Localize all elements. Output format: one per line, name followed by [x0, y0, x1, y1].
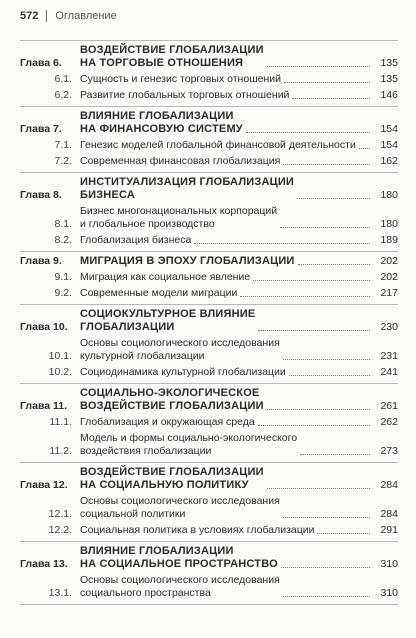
dot-leader: [359, 148, 370, 149]
chapter-label: Глава 13.: [20, 558, 68, 570]
page-ref: 231: [380, 350, 398, 362]
chapter-entry[interactable]: [20, 110, 398, 136]
chapter-label: Глава 12.: [20, 479, 68, 491]
chapter-title: ВЛИЯНИЕ ГЛОБАЛИЗАЦИИ НА ФИНАНСОВУЮ СИСТЕМУ: [80, 110, 243, 135]
section-entry[interactable]: [20, 155, 398, 168]
section-title: Сущность и генезис торговых отношений: [80, 73, 281, 85]
page-ref: 291: [380, 524, 398, 536]
chapter-entry[interactable]: [20, 545, 398, 571]
section-number: 6.2.: [54, 89, 72, 101]
section-title: Модель и формы социально-экологического воздействия глобализации: [80, 432, 298, 457]
chapter-title: ВЛИЯНИЕ ГЛОБАЛИЗАЦИИ НА СОЦИАЛЬНОЕ ПРОСТРАНСТВО: [80, 545, 278, 570]
chapter-entry[interactable]: [20, 466, 398, 492]
section-number: 10.1.: [48, 350, 72, 362]
chapter-block: [20, 463, 398, 542]
section-title: Бизнес многонациональных корпораций и глобальное производство: [80, 205, 278, 230]
chapter-block: [20, 107, 398, 173]
chapter-block: [20, 542, 398, 605]
page-ref: 262: [380, 416, 398, 428]
dot-leader: [267, 66, 370, 67]
page-ref: 135: [380, 73, 398, 85]
section-number: 11.2.: [49, 445, 72, 457]
page-ref: 284: [380, 479, 398, 491]
dot-leader: [300, 454, 370, 455]
chapter-title: СОЦИАЛЬНО-ЭКОЛОГИЧЕСКОЕ ВОЗДЕЙСТВИЕ ГЛОБАЛИЗАЦИИ: [80, 387, 264, 412]
chapter-title: МИГРАЦИЯ В ЭПОХУ ГЛОБАЛИЗАЦИИ: [80, 255, 295, 267]
section-title: Глобализация и окружающая среда: [80, 416, 255, 428]
dot-leader: [267, 488, 370, 489]
section-entry[interactable]: [20, 234, 398, 247]
section-entry[interactable]: [20, 432, 398, 458]
section-title: Современные модели миграции: [80, 287, 238, 299]
section-entry[interactable]: [20, 366, 398, 379]
chapter-entry[interactable]: [20, 255, 398, 268]
section-number: 6.1.: [54, 73, 72, 85]
section-entry[interactable]: [20, 524, 398, 537]
dot-leader: [280, 227, 370, 228]
chapter-entry[interactable]: [20, 44, 398, 70]
section-entry[interactable]: [20, 89, 398, 102]
section-entry[interactable]: [20, 271, 398, 284]
dot-leader: [298, 264, 370, 265]
section-number: 12.1.: [48, 508, 72, 520]
page-ref: 135: [380, 57, 398, 69]
section-title: Основы социологического исследования социального пространства: [80, 574, 280, 599]
dot-leader: [283, 359, 370, 360]
dot-leader: [258, 425, 370, 426]
section-number: 10.2.: [48, 366, 72, 378]
chapter-label: Глава 7.: [20, 123, 62, 135]
dot-leader: [258, 330, 370, 331]
section-number: 8.2.: [54, 234, 72, 246]
dot-leader: [283, 596, 370, 597]
page-ref: 202: [380, 271, 398, 283]
page-ref: 310: [380, 587, 398, 599]
page-ref: 154: [380, 123, 398, 135]
section-entry[interactable]: [20, 574, 398, 600]
dot-leader: [253, 280, 370, 281]
chapter-block: [20, 40, 398, 107]
running-header: [20, 10, 117, 22]
dot-leader: [240, 296, 370, 297]
dot-leader: [246, 132, 370, 133]
section-title: Социодинамика культурной глобализации: [80, 366, 286, 378]
section-entry[interactable]: [20, 205, 398, 231]
page-ref: 180: [380, 218, 398, 230]
section-number: 11.1.: [49, 416, 72, 428]
chapter-label: Глава 10.: [20, 321, 68, 333]
page-ref: 241: [380, 366, 398, 378]
page-ref: 202: [380, 255, 398, 267]
chapter-label: Глава 9.: [20, 255, 62, 267]
dot-leader: [297, 198, 370, 199]
chapter-block: [20, 384, 398, 463]
page-number: 572: [20, 10, 39, 22]
chapter-title: ВОЗДЕЙСТВИЕ ГЛОБАЛИЗАЦИИ НА СОЦИАЛЬНУЮ ПОЛИТИКУ: [80, 466, 264, 491]
chapter-label: Глава 11.: [20, 400, 68, 412]
section-title: Оглавление: [55, 10, 117, 22]
dot-leader: [283, 164, 370, 165]
section-title: Генезис моделей глобальной финансовой деятельности: [80, 139, 356, 151]
chapter-title: ИНСТИТУАЛИЗАЦИЯ ГЛОБАЛИЗАЦИИ БИЗНЕСА: [80, 176, 295, 201]
section-title: Современная финансовая глобализация: [80, 155, 281, 167]
chapter-title: СОЦИОКУЛЬТУРНОЕ ВЛИЯНИЕ ГЛОБАЛИЗАЦИИ: [80, 308, 256, 333]
section-entry[interactable]: [20, 287, 398, 300]
dot-leader: [292, 98, 370, 99]
page-ref: 189: [380, 234, 398, 246]
section-number: 9.2.: [54, 287, 72, 299]
section-title: Миграция как социальное явление: [80, 271, 251, 283]
page-ref: 217: [380, 287, 398, 299]
page-ref: 273: [380, 445, 398, 457]
dot-leader: [283, 517, 370, 518]
page-ref: 310: [380, 558, 398, 570]
dot-leader: [317, 533, 370, 534]
dot-leader: [284, 82, 370, 83]
section-number: 12.2.: [48, 524, 72, 536]
page-ref: 146: [380, 89, 398, 101]
dot-leader: [281, 567, 370, 568]
header-divider: [46, 10, 47, 22]
chapter-label: Глава 8.: [20, 189, 62, 201]
page-ref: 154: [380, 139, 398, 151]
section-title: Социальная политика в условиях глобализации: [80, 524, 315, 536]
section-number: 9.1.: [54, 271, 72, 283]
chapter-title: ВОЗДЕЙСТВИЕ ГЛОБАЛИЗАЦИИ НА ТОРГОВЫЕ ОТНОШЕНИЯ: [80, 44, 264, 69]
section-title: Развитие глобальных торговых отношений: [80, 89, 290, 101]
chapter-label: Глава 6.: [20, 57, 62, 69]
table-of-contents: [20, 40, 398, 605]
chapter-entry[interactable]: [20, 387, 398, 413]
dot-leader: [289, 375, 370, 376]
section-number: 8.1.: [54, 218, 72, 230]
section-number: 13.1.: [48, 587, 72, 599]
page-ref: 162: [380, 155, 398, 167]
chapter-block: [20, 173, 398, 252]
section-entry[interactable]: [20, 495, 398, 521]
chapter-entry[interactable]: [20, 176, 398, 202]
section-title: Основы социологического исследования социальной политики: [80, 495, 280, 520]
section-title: Основы социологического исследования культурной глобализации: [80, 337, 280, 362]
section-entry[interactable]: [20, 337, 398, 363]
page-ref: 180: [380, 189, 398, 201]
section-entry[interactable]: [20, 139, 398, 152]
page-ref: 230: [380, 321, 398, 333]
dot-leader: [194, 243, 370, 244]
dot-leader: [267, 409, 370, 410]
chapter-block: [20, 252, 398, 305]
section-number: 7.1.: [54, 139, 72, 151]
chapter-block: [20, 305, 398, 384]
page-ref: 261: [380, 400, 398, 412]
section-entry[interactable]: [20, 73, 398, 86]
section-entry[interactable]: [20, 416, 398, 429]
page-ref: 284: [380, 508, 398, 520]
section-number: 7.2.: [54, 155, 72, 167]
chapter-entry[interactable]: [20, 308, 398, 334]
section-title: Глобализация бизнеса: [80, 234, 192, 246]
